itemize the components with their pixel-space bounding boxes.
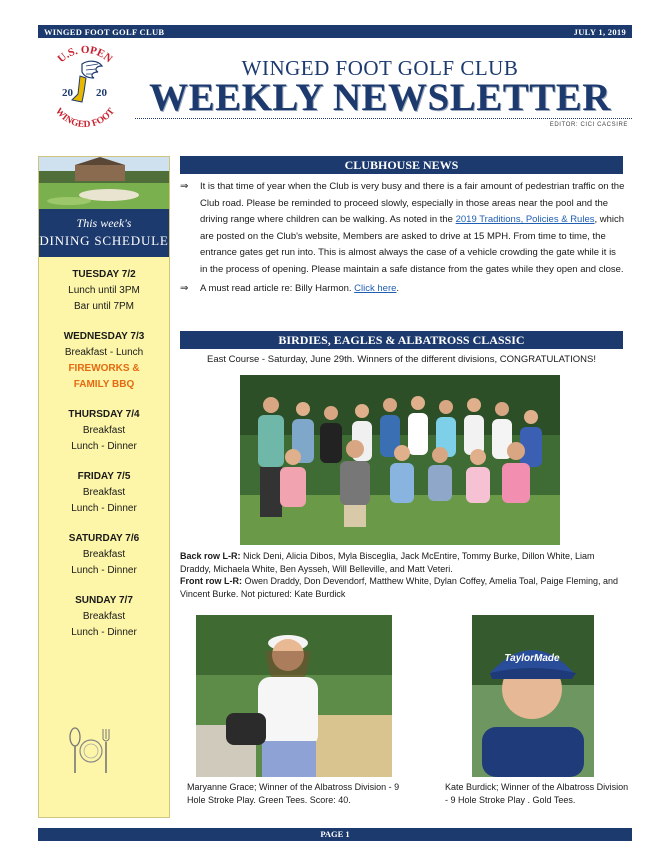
title-divider [135, 118, 632, 119]
club-label: WINGED FOOT GOLF CLUB [44, 26, 165, 37]
logo-top-text: U.S. OPEN [55, 43, 115, 66]
clubhouse-photo [39, 157, 169, 209]
day-tuesday: TUESDAY 7/2 Lunch until 3PM Bar until 7PM [68, 269, 140, 312]
club-title: WINGED FOOT GOLF CLUB [241, 56, 519, 80]
logo-year-left: 20 [62, 87, 73, 99]
logo-bottom-text: WINGED FOOT [52, 106, 117, 128]
dining-heading-line2: DINING SCHEDULE [39, 233, 169, 248]
newsletter-title: WEEKLY NEWSLETTER [149, 76, 611, 119]
kate-caption: Kate Burdick; Winner of the Albatross Division - 9 Hole Stroke Play . Gold Tees. [445, 782, 629, 805]
back-row-caption: Back row L-R: Nick Deni, Alicia Dibos, Myla Bisceglia, Jack McEntire, Tommy Burke, Dillon White, Liam Draddy, Michaela White, Ben Aysseh, Will Belleville, and Matt Veteri. [180, 551, 595, 574]
news-item-article: ⇒ A must read article re: Billy Harmon. Click here. [180, 281, 625, 298]
page-footer: PAGE 1 [38, 828, 632, 841]
top-bar [38, 25, 632, 38]
bbq-highlight: FAMILY BBQ [73, 379, 135, 390]
dining-heading-line1: This week's [76, 216, 132, 230]
arrow-icon: ⇒ [180, 283, 189, 294]
dining-heading [39, 209, 169, 257]
dining-sidebar [38, 156, 170, 818]
kate-burdick-photo [472, 615, 594, 777]
classic-heading: BIRDIES, EAGLES & ALBATROSS CLASSIC [180, 331, 623, 349]
editor-credit: EDITOR: CICI CACSIRE [549, 122, 628, 128]
day-sunday: SUNDAY 7/7 Breakfast Lunch - Dinner [71, 595, 137, 638]
day-saturday: SATURDAY 7/6 Breakfast Lunch - Dinner [68, 533, 140, 576]
day-thursday: THURSDAY 7/4 Breakfast Lunch - Dinner [68, 409, 140, 452]
front-row-caption: Front row L-R: Owen Draddy, Don Devendorf, Matthew White, Dylan Coffey, Amelia Toal, Paige Fleming, and Vincent Burke. Not pictured: Kate Burdick [180, 576, 619, 599]
maryanne-grace-photo [196, 615, 392, 777]
us-open-logo [42, 42, 128, 128]
news-item-traffic: ⇒ It is that time of year when the Club is very busy and there is a fair amount of pedestrian traffic on the Club road. Please be reminded to proceed slowly, especially in those areas near the pool and the driving range where children can be walking. As noted in the 2019 Traditions, Policies & Rules, which are posted on the Club's website, Members are asked to drive at 15 MPH. From time to time, the entrance gates get run into. This is almost always the case of a vehicle crowding the gate while it is in the process of opening. Please maintain a safe distance from the gates while they open and close. [180, 181, 625, 275]
group-photo-caption [180, 550, 625, 600]
traditions-link[interactable]: 2019 Traditions, Policies & Rules [455, 214, 595, 225]
dining-days [39, 267, 169, 655]
day-friday: FRIDAY 7/5 Breakfast Lunch - Dinner [71, 471, 137, 514]
day-wednesday: WEDNESDAY 7/3 Breakfast - Lunch FIREWORKS & FAMILY BBQ [39, 329, 169, 393]
fireworks-highlight: FIREWORKS & [68, 363, 140, 374]
maryanne-caption: Maryanne Grace; Winner of the Albatross Division - 9 Hole Stroke Play. Green Tees. Score: 40. [187, 782, 400, 805]
svg-text:WINGED FOOT [53, 106, 117, 128]
classic-intro: East Course - Saturday, June 29th. Winners of the different divisions, CONGRATULATIONS! [207, 354, 596, 365]
clubhouse-news-body [180, 179, 625, 301]
article-link[interactable]: Click here [354, 283, 397, 294]
cap-brand-text: TaylorMade [504, 653, 560, 664]
clubhouse-news-heading: CLUBHOUSE NEWS [180, 156, 623, 174]
issue-date: JULY 1, 2019 [573, 26, 626, 37]
group-photo [240, 375, 560, 545]
arrow-icon: ⇒ [180, 181, 189, 192]
logo-year-right: 20 [96, 87, 107, 99]
utensils-icon [67, 727, 111, 775]
